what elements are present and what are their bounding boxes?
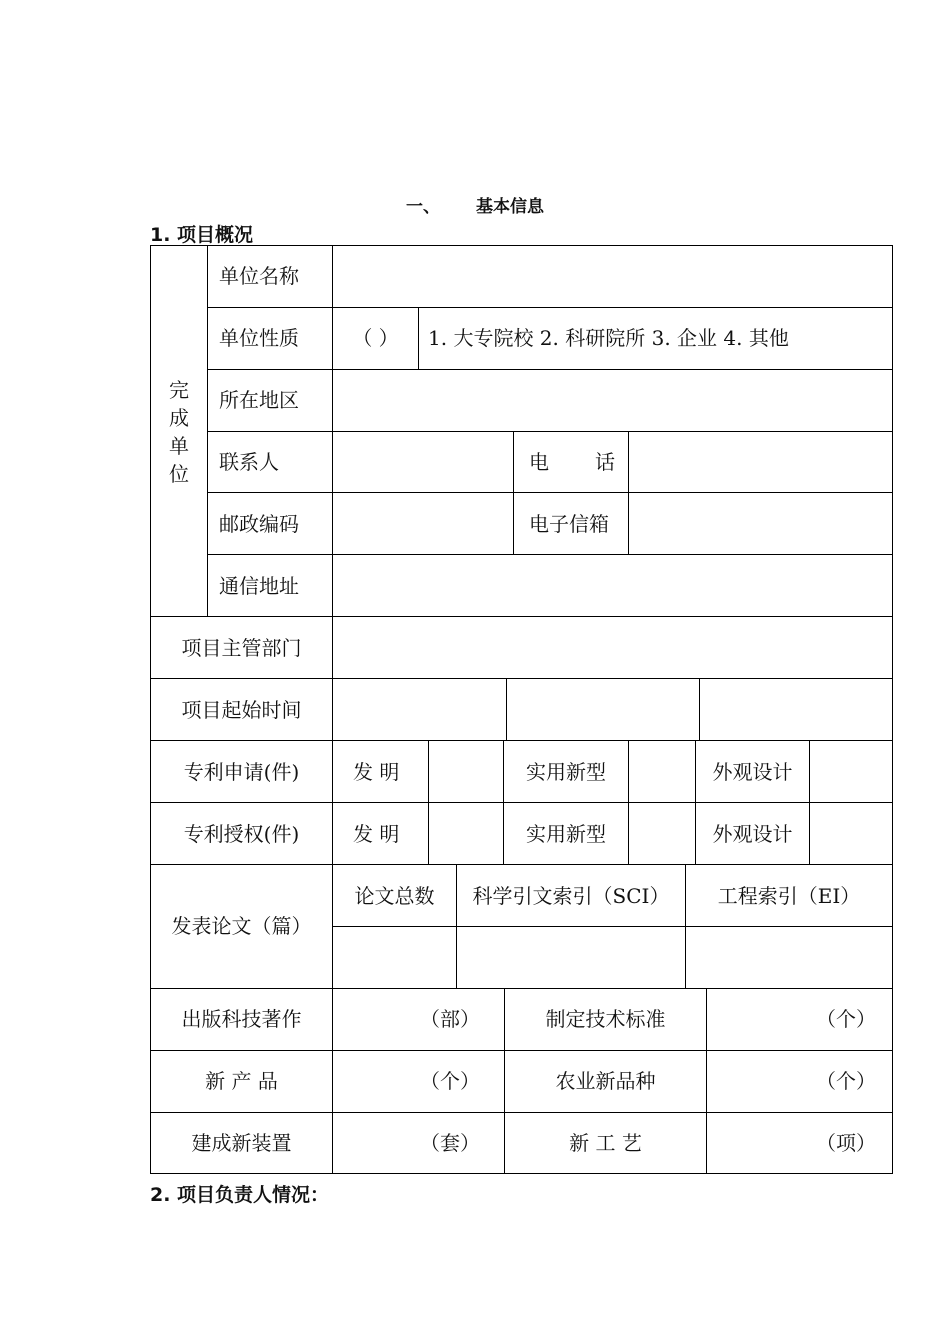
table-line (150, 864, 893, 865)
phone-label-a: 电 (529, 450, 549, 474)
unit-nature-label: 单位性质 (219, 326, 299, 350)
ei-label: 工程索引（EI） (717, 884, 861, 908)
table-line (503, 740, 504, 864)
table-line (506, 678, 507, 740)
devices-label: 建成新装置 (191, 1131, 292, 1155)
table-line (332, 245, 333, 1173)
table-line (150, 245, 893, 246)
table-line (150, 802, 893, 803)
region-label: 所在地区 (219, 388, 299, 412)
table-line (513, 431, 514, 554)
table-line (418, 307, 419, 369)
start-time-label: 项目起始时间 (181, 698, 302, 722)
completing-unit-char: 单 (169, 434, 189, 458)
postcode-label: 邮政编码 (219, 512, 299, 536)
completing-unit-char: 完 (169, 378, 189, 402)
process-label: 新 工 艺 (569, 1131, 642, 1155)
unit-nature-choice: （ ） (352, 326, 399, 350)
design-label: 外观设计 (712, 822, 793, 846)
invention-label: 发 明 (353, 822, 400, 846)
table-line (628, 740, 629, 864)
invention-label: 发 明 (353, 760, 400, 784)
table-line (685, 864, 686, 988)
table-line (207, 554, 893, 555)
unit-ge: （个） (420, 1069, 480, 1093)
table-line (456, 864, 457, 988)
unit-name-label: 单位名称 (219, 264, 299, 288)
unit-ge: （个） (816, 1007, 876, 1031)
paper-total-label: 论文总数 (354, 884, 435, 908)
phone-label-b: 话 (595, 450, 615, 474)
table-line (809, 740, 810, 864)
table-line (428, 740, 429, 864)
patent-grant-label: 专利授权(件) (183, 822, 300, 846)
email-label: 电子信箱 (529, 512, 609, 536)
completing-unit-char: 成 (169, 406, 189, 430)
subsection-title: 1. 项目概况 (150, 224, 254, 246)
table-line (150, 740, 893, 741)
table-line (150, 1173, 893, 1174)
unit-ge: （个） (816, 1069, 876, 1093)
unit-xiang: （项） (816, 1131, 876, 1155)
section-number: 一、 (406, 197, 440, 217)
table-line (706, 988, 707, 1173)
completing-unit-char: 位 (169, 462, 189, 486)
completing-unit-label (167, 376, 191, 488)
table-line (207, 431, 893, 432)
address-label: 通信地址 (219, 574, 299, 598)
unit-bu: （部） (420, 1007, 480, 1031)
patent-apply-label: 专利申请(件) (183, 760, 300, 784)
agri-label: 农业新品种 (555, 1069, 656, 1093)
table-line (892, 245, 893, 1173)
section-title-text: 基本信息 (476, 197, 544, 217)
table-line (628, 431, 629, 554)
table-line (207, 369, 893, 370)
unit-nature-options: 1. 大专院校 2. 科研院所 3. 企业 4. 其他 (428, 326, 789, 350)
unit-tao: （套） (420, 1131, 480, 1155)
table-line (695, 740, 696, 864)
table-line (150, 616, 893, 617)
department-label: 项目主管部门 (181, 636, 302, 660)
subsection-title: 2. 项目负责人情况： (150, 1184, 330, 1206)
utility-label: 实用新型 (526, 822, 606, 846)
books-label: 出版科技著作 (181, 1007, 302, 1031)
table-line (332, 926, 893, 927)
table-line (150, 1050, 893, 1051)
table-line (699, 678, 700, 740)
table-line (207, 307, 893, 308)
table-line (150, 1112, 893, 1113)
table-line (207, 492, 893, 493)
new-products-label: 新 产 品 (205, 1069, 278, 1093)
table-line (150, 678, 893, 679)
utility-label: 实用新型 (526, 760, 606, 784)
papers-label: 发表论文（篇） (171, 914, 312, 938)
standards-label: 制定技术标准 (545, 1007, 666, 1031)
sci-label: 科学引文索引（SCI） (472, 884, 670, 908)
contact-label: 联系人 (219, 450, 279, 474)
table-line (150, 988, 893, 989)
design-label: 外观设计 (712, 760, 793, 784)
table-line (207, 245, 208, 616)
